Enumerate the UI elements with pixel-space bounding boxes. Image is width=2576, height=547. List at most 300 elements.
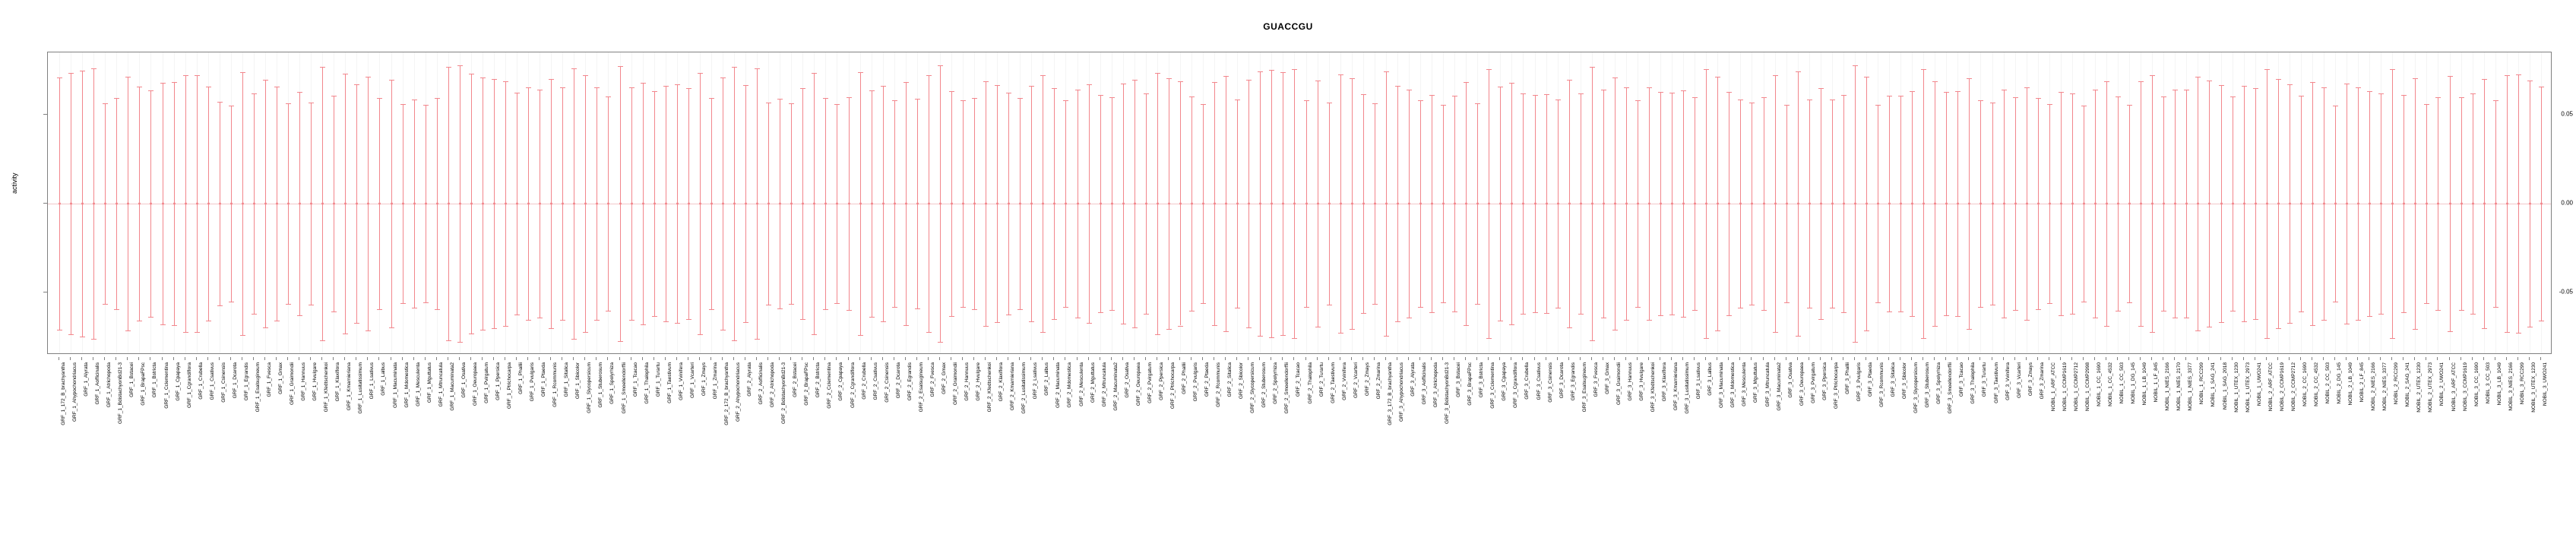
- data-point: [2243, 203, 2245, 205]
- error-bar-cap-lower: [1726, 315, 1732, 316]
- data-point: [1774, 203, 1777, 205]
- data-point: [996, 203, 998, 205]
- error-bar-cap-upper: [1395, 86, 1400, 87]
- error-bar-cap-lower: [114, 309, 119, 310]
- x-tick-label: GRF_3_Kfedtschenkoi: [1650, 362, 1656, 413]
- error-bar-cap-upper: [1681, 90, 1686, 91]
- x-tick-label: GRF_1_Vcarteri: [690, 362, 695, 398]
- data-point: [767, 203, 770, 205]
- data-point: [836, 203, 838, 205]
- x-tick-label: GRF_3_Mesculenta: [1742, 362, 1747, 406]
- data-point: [356, 203, 358, 205]
- x-tick-mark: [813, 357, 814, 360]
- error-bar-cap-lower: [2195, 330, 2201, 331]
- x-tick-mark: [1088, 357, 1089, 360]
- error-bar-cap-lower: [1578, 314, 1584, 315]
- error-bar-cap-upper: [1967, 78, 1972, 79]
- data-point: [2460, 203, 2463, 205]
- x-tick-label: GRF_2_Spolyrhiza: [1273, 362, 1278, 404]
- data-point: [1934, 203, 1936, 205]
- x-tick-label: GRF_2_Bstacei: [793, 362, 798, 397]
- error-bar-cap-upper: [1590, 67, 1595, 68]
- data-point: [1419, 203, 1422, 205]
- x-tick-label: GRF_3_Turartu: [1982, 362, 1987, 397]
- data-point: [1168, 203, 1170, 205]
- x-tick-label: GRF_2_Ptrichocarpa: [1170, 362, 1176, 409]
- x-tick-mark: [2026, 357, 2027, 360]
- x-tick-mark: [2506, 357, 2507, 360]
- data-point: [1488, 203, 1490, 205]
- data-point: [378, 203, 381, 205]
- data-point: [2197, 203, 2199, 205]
- x-tick-mark: [378, 357, 379, 360]
- x-tick-label: GRF_3_Fvesca: [1593, 362, 1599, 397]
- data-point: [1077, 203, 1079, 205]
- data-point: [391, 203, 393, 205]
- data-point: [70, 203, 72, 205]
- error-bar-cap-upper: [1178, 81, 1183, 82]
- error-bar-cap-lower: [125, 330, 131, 331]
- x-tick-mark: [824, 357, 825, 360]
- error-bar-cap-lower: [549, 328, 554, 329]
- error-bar-cap-upper: [2161, 96, 2166, 97]
- x-tick-mark: [138, 357, 139, 360]
- error-bar-cap-upper: [972, 98, 977, 99]
- error-bar-cap-lower: [91, 339, 97, 340]
- data-point: [1282, 203, 1284, 205]
- x-tick-mark: [1648, 357, 1649, 360]
- error-bar-cap-lower: [1796, 336, 1801, 337]
- x-tick-label: NOBIL_2_UTEX_2973: [2428, 362, 2433, 413]
- error-bar-cap-upper: [2401, 95, 2407, 96]
- data-point: [276, 203, 278, 205]
- x-tick-label: GRF_1_Cpapaya: [176, 362, 181, 401]
- data-point: [1317, 203, 1319, 205]
- error-bar-cap-lower: [652, 316, 657, 317]
- error-bar-cap-lower: [698, 334, 703, 335]
- x-tick-mark: [1979, 357, 1980, 360]
- data-point: [482, 203, 484, 205]
- x-tick-label: GRF_3_Hannuus: [1628, 362, 1633, 401]
- data-point: [779, 203, 781, 205]
- x-tick-label: GRF_3_Csinensis: [1548, 362, 1553, 403]
- error-bar-cap-upper: [1921, 69, 1926, 70]
- x-tick-label: GRF_3_Mtruncatula: [1765, 362, 1771, 407]
- data-point: [2540, 203, 2543, 205]
- error-bar-cap-upper: [606, 96, 611, 97]
- error-bar-cap-lower: [366, 330, 371, 331]
- x-tick-label: NOBIL_1_SAG_241: [2210, 362, 2216, 407]
- x-tick-mark: [1968, 357, 1969, 360]
- error-bar-cap-upper: [812, 73, 817, 74]
- error-bar-cap-upper: [594, 87, 600, 88]
- data-point: [2312, 203, 2314, 205]
- error-bar-cap-lower: [1166, 329, 1172, 330]
- x-tick-label: GRF_2_Osativa: [1125, 362, 1130, 398]
- data-point: [505, 203, 507, 205]
- x-tick-label: GRF_3_Pvirgatum: [1811, 362, 1816, 403]
- data-point: [2117, 203, 2119, 205]
- data-point: [642, 203, 644, 205]
- plot-area: [47, 52, 2552, 354]
- error-bar-cap-upper: [320, 67, 325, 68]
- data-point: [81, 203, 84, 205]
- x-tick-label: GRF_2_Mdomestica: [1067, 362, 1072, 408]
- x-tick-mark: [321, 357, 322, 360]
- error-bar-cap-upper: [1189, 96, 1195, 97]
- error-bar-cap-lower: [2264, 338, 2270, 339]
- error-bar-cap-upper: [2459, 97, 2464, 98]
- error-bar-cap-upper: [686, 88, 691, 89]
- data-point: [1945, 203, 1948, 205]
- error-bar-cap-upper: [1773, 75, 1778, 76]
- x-tick-mark: [253, 357, 254, 360]
- x-tick-mark: [882, 357, 883, 360]
- error-bar-cap-lower: [286, 304, 291, 305]
- x-tick-label: GRF_3_Sitalica: [1891, 362, 1896, 397]
- error-bar-cap-upper: [2378, 93, 2384, 94]
- error-bar-cap-lower: [755, 339, 760, 340]
- error-bar-cap-lower: [2138, 326, 2144, 327]
- y-axis-label: activity: [11, 172, 18, 194]
- error-bar-cap-lower: [2321, 320, 2327, 321]
- data-point: [985, 203, 987, 205]
- x-tick-label: GRF_2_Kfedtschenkoi: [987, 362, 992, 413]
- x-tick-mark: [2128, 357, 2129, 360]
- error-bar-cap-upper: [1029, 86, 1034, 87]
- x-tick-label: NOBIL_1_CCMP2998: [2085, 362, 2090, 411]
- data-point: [1637, 203, 1639, 205]
- x-tick-label: GRF_1_Stuberosum: [598, 362, 603, 408]
- x-tick-mark: [550, 357, 551, 360]
- error-bar-cap-upper: [1258, 71, 1263, 72]
- data-point: [1225, 203, 1227, 205]
- error-bar-cap-lower: [1201, 303, 1206, 304]
- error-bar-cap-lower: [2505, 332, 2510, 333]
- x-tick-mark: [767, 357, 768, 360]
- x-tick-label: GRF_3_Esalsugineum: [1582, 362, 1587, 413]
- x-tick-label: NOBIL_1_UTEX_1230: [2234, 362, 2239, 413]
- error-bar-cap-lower: [1590, 340, 1595, 341]
- error-bar-cap-lower: [1052, 319, 1057, 320]
- data-point: [493, 203, 495, 205]
- x-tick-label: GRF_1_Graimondii: [290, 362, 295, 405]
- x-tick-mark: [2357, 357, 2358, 360]
- x-tick-label: GRF_3_Zmarina: [2040, 362, 2045, 400]
- x-tick-mark: [1488, 357, 1489, 360]
- data-point: [1351, 203, 1353, 205]
- x-tick-label: NOBIL_1_RCC299: [2199, 362, 2204, 405]
- error-bar-cap-lower: [1292, 338, 1297, 339]
- error-bar-cap-lower: [2242, 321, 2247, 322]
- error-bar-cap-upper: [2264, 69, 2270, 70]
- data-point: [2163, 203, 2165, 205]
- error-bar-cap-lower: [926, 332, 932, 333]
- x-tick-mark: [2083, 357, 2084, 360]
- error-bar-cap-lower: [1647, 320, 1652, 321]
- error-bar-cap-upper: [2070, 93, 2075, 94]
- error-bar-cap-upper: [377, 98, 382, 99]
- error-bar-cap-lower: [1029, 321, 1034, 322]
- error-bar-cap-upper: [2138, 81, 2144, 82]
- x-tick-mark: [619, 357, 620, 360]
- data-point: [333, 203, 335, 205]
- x-tick-mark: [790, 357, 791, 360]
- x-tick-label: GRF_1_Ppersica: [495, 362, 501, 400]
- error-bar-cap-upper: [217, 102, 223, 103]
- error-bar-cap-upper: [1544, 94, 1549, 95]
- error-bar-cap-lower: [526, 320, 531, 321]
- x-tick-mark: [2060, 357, 2061, 360]
- error-bar-cap-lower: [949, 316, 954, 317]
- error-bar-cap-upper: [858, 72, 863, 73]
- data-point: [2300, 203, 2302, 205]
- error-bar-cap-lower: [2036, 309, 2041, 310]
- error-bar-cap-lower: [903, 325, 909, 326]
- error-bar-cap-lower: [172, 325, 177, 326]
- data-point: [93, 203, 95, 205]
- data-point: [1660, 203, 1662, 205]
- x-tick-label: GRF_2_Mtruncatula: [1102, 362, 1107, 407]
- x-tick-label: GRF_2_Hannuus: [964, 362, 970, 401]
- x-tick-label: NOBIL_1_LF_845: [2154, 362, 2159, 403]
- error-bar-cap-upper: [1361, 94, 1366, 95]
- error-bar-cap-upper: [641, 83, 646, 84]
- x-tick-mark: [2460, 357, 2461, 360]
- error-bar-cap-upper: [2310, 82, 2315, 83]
- error-bar-cap-lower: [1144, 314, 1149, 315]
- x-tick-mark: [1580, 357, 1581, 360]
- x-tick-mark: [230, 357, 231, 360]
- error-bar-cap-upper: [457, 65, 463, 66]
- error-bar-cap-lower: [1967, 329, 1972, 330]
- data-point: [1293, 203, 1296, 205]
- error-bar-cap-lower: [2047, 303, 2052, 304]
- error-bar-cap-lower: [2470, 314, 2476, 315]
- data-point: [2255, 203, 2257, 205]
- x-tick-label: NOBIL_3_UTEX_1230: [2531, 362, 2536, 413]
- error-bar-cap-lower: [1486, 338, 1492, 339]
- x-tick-label: GRF_1_Ahypochondriacus: [72, 362, 78, 422]
- data-point: [1100, 203, 1102, 205]
- x-tick-label: GRF_3_Thalophila: [1970, 362, 1976, 404]
- x-tick-label: GRF_1_Mtruncatula: [438, 362, 444, 407]
- x-tick-label: GRF_3_Vvinifera: [2005, 362, 2011, 400]
- x-tick-label: GRF_1_Csativus: [210, 362, 215, 400]
- data-point: [1648, 203, 1650, 205]
- data-point: [1682, 203, 1685, 205]
- x-tick-mark: [333, 357, 334, 360]
- x-tick-label: GRF_3_Graimondii: [1616, 362, 1622, 405]
- x-tick-label: GRF_3_Osativa: [1788, 362, 1793, 398]
- x-tick-label: GRF_3_Lsativus: [1696, 362, 1701, 400]
- x-tick-label: GRF_1_Alyrata: [84, 362, 89, 397]
- error-bar-cap-upper: [2059, 92, 2064, 93]
- x-tick-label: GRF_3_Klaxiflora: [1662, 362, 1667, 402]
- error-bar-cap-upper: [389, 80, 394, 81]
- x-tick-label: GRF_1_Lusitatissimum: [358, 362, 363, 414]
- error-bar-cap-upper: [1635, 100, 1641, 101]
- error-bar-cap-lower: [1624, 320, 1629, 321]
- x-tick-label: NOBIL_2_CCMP1619: [2280, 362, 2285, 411]
- x-tick-mark: [1374, 357, 1375, 360]
- error-bar-cap-lower: [1658, 315, 1663, 316]
- x-tick-label: GRF_2_Lsativus: [1033, 362, 1038, 400]
- x-tick-label: GRF_2_Zmays: [1365, 362, 1370, 397]
- x-tick-mark: [836, 357, 837, 360]
- error-bar-cap-upper: [1087, 84, 1092, 85]
- x-tick-mark: [413, 357, 414, 360]
- x-tick-label: GRF_3_Ppersica: [1822, 362, 1828, 400]
- error-bar-cap-upper: [2036, 98, 2041, 99]
- chart-title: GUACCGU: [1263, 21, 1313, 32]
- error-bar-cap-upper: [2413, 78, 2418, 79]
- x-tick-label: GRF_1_Lalbus: [381, 362, 386, 396]
- error-bar-cap-upper: [1246, 80, 1252, 81]
- x-tick-mark: [722, 357, 723, 360]
- data-point: [813, 203, 815, 205]
- x-tick-mark: [2483, 357, 2484, 360]
- x-tick-label: GRF_2_Cclementina: [827, 362, 832, 409]
- error-bar-cap-lower: [377, 309, 382, 310]
- x-tick-label: GRF_3_BrapaFPsc: [1467, 362, 1473, 406]
- data-point: [539, 203, 541, 205]
- error-bar-cap-lower: [1921, 338, 1926, 339]
- data-point: [2232, 203, 2234, 205]
- error-bar-cap-lower: [2367, 316, 2372, 317]
- x-tick-label: GRF_2_172_B_brachyantha: [724, 362, 729, 425]
- x-tick-label: GRF_2_Mesculenta: [1079, 362, 1084, 406]
- x-tick-label: NOBIL_2_UWO241: [2439, 362, 2445, 406]
- x-tick-mark: [1945, 357, 1946, 360]
- x-tick-label: GRF_1_Dcarota: [233, 362, 238, 399]
- x-tick-label: GRF_2_Mguttatus: [1090, 362, 1096, 403]
- error-bar-cap-upper: [195, 75, 200, 76]
- data-point: [138, 203, 141, 205]
- x-tick-label: GRF_2_Vvinifera: [1342, 362, 1347, 400]
- x-tick-mark: [2472, 357, 2473, 360]
- error-bar-cap-upper: [2104, 81, 2109, 82]
- error-bar-cap-lower: [1132, 327, 1138, 328]
- error-bar-cap-lower: [663, 321, 669, 322]
- error-bar-cap-lower: [938, 342, 943, 343]
- error-bar-cap-lower: [2310, 325, 2315, 326]
- error-bar-cap-upper: [2321, 87, 2327, 88]
- x-tick-mark: [2391, 357, 2392, 360]
- error-bar-cap-upper: [1853, 65, 1858, 66]
- error-bar-cap-lower: [1372, 304, 1378, 305]
- x-tick-label: NOBIL_1_CC_1690: [2097, 362, 2102, 406]
- error-bar-cap-lower: [1521, 314, 1526, 315]
- data-point: [1671, 203, 1673, 205]
- error-bar-cap-upper: [2230, 96, 2236, 97]
- error-bar-cap-upper: [400, 104, 406, 105]
- data-point: [2517, 203, 2520, 205]
- x-tick-mark: [2277, 357, 2278, 360]
- error-bar-cap-upper: [720, 77, 726, 78]
- error-bar-cap-lower: [858, 335, 863, 336]
- data-point: [1134, 203, 1136, 205]
- data-point: [665, 203, 667, 205]
- x-tick-mark: [1317, 357, 1318, 360]
- error-bar-cap-lower: [320, 340, 325, 341]
- x-tick-mark: [2540, 357, 2541, 360]
- data-point: [2334, 203, 2337, 205]
- error-bar-cap-lower: [869, 317, 875, 318]
- error-bar-cap-upper: [1098, 95, 1103, 96]
- data-point: [688, 203, 690, 205]
- error-bar-cap-lower: [2276, 328, 2281, 329]
- data-point: [2529, 203, 2531, 205]
- x-tick-mark: [2437, 357, 2438, 360]
- error-bar-cap-lower: [983, 326, 989, 327]
- error-bar-cap-lower: [1246, 327, 1252, 328]
- data-point: [2208, 203, 2210, 205]
- error-bar-cap-lower: [1533, 312, 1538, 313]
- error-bar-cap-upper: [2276, 79, 2281, 80]
- data-point: [1546, 203, 1548, 205]
- error-bar-cap-lower: [503, 326, 508, 327]
- error-bar-cap-lower: [1761, 310, 1767, 311]
- data-point: [1465, 203, 1467, 205]
- error-bar-cap-upper: [1304, 100, 1309, 101]
- x-tick-label: GRF_1_Crubella: [198, 362, 204, 400]
- x-tick-label: GRF_1_Osativa: [461, 362, 467, 398]
- data-point: [1923, 203, 1925, 205]
- data-point: [939, 203, 941, 205]
- error-bar-cap-upper: [1155, 73, 1160, 74]
- x-tick-mark: [996, 357, 997, 360]
- error-bar-cap-lower: [1017, 309, 1023, 310]
- x-tick-label: GRF_2_Macuminata: [1055, 362, 1061, 408]
- x-tick-label: GRF_1_Cclementina: [164, 362, 169, 409]
- error-bar-cap-lower: [1280, 335, 1286, 336]
- data-point: [1809, 203, 1811, 205]
- error-bar-cap-upper: [2435, 97, 2441, 98]
- x-tick-label: GRF_2_Ptaeda: [1204, 362, 1210, 397]
- error-bar-cap-upper: [2448, 76, 2453, 77]
- x-tick-mark: [1877, 357, 1878, 360]
- x-tick-label: GRF_3_Smoellendorffii: [1948, 362, 1953, 414]
- data-point: [550, 203, 552, 205]
- data-point: [596, 203, 598, 205]
- x-tick-label: GRF_3_Bstacei: [1456, 362, 1461, 397]
- data-point: [1979, 203, 1982, 205]
- x-tick-label: NOBIL_2_CC_4532: [2314, 362, 2319, 406]
- data-point: [2140, 203, 2142, 205]
- data-point: [1442, 203, 1445, 205]
- data-point: [2060, 203, 2062, 205]
- error-bar-cap-upper: [2013, 97, 2018, 98]
- error-bar-cap-lower: [2493, 307, 2498, 308]
- data-point: [1534, 203, 1536, 205]
- x-tick-mark: [699, 357, 700, 360]
- error-bar-cap-lower: [68, 334, 74, 335]
- x-tick-label: GRF_1_Bstricta: [152, 362, 157, 398]
- error-bar-cap-lower: [2378, 314, 2384, 315]
- error-bar-cap-lower: [446, 340, 451, 341]
- error-bar-cap-lower: [217, 305, 223, 306]
- x-tick-label: GRF_2_Atrichopoda: [770, 362, 775, 408]
- data-point: [848, 203, 850, 205]
- error-bar-cap-lower: [1875, 302, 1881, 303]
- error-bar-cap-lower: [1212, 325, 1217, 326]
- data-point: [1179, 203, 1182, 205]
- x-tick-mark: [264, 357, 265, 360]
- x-tick-mark: [2094, 357, 2095, 360]
- x-tick-label: GRF_1_Zmays: [701, 362, 707, 397]
- x-tick-label: GRF_2_Aofficinalis: [758, 362, 764, 405]
